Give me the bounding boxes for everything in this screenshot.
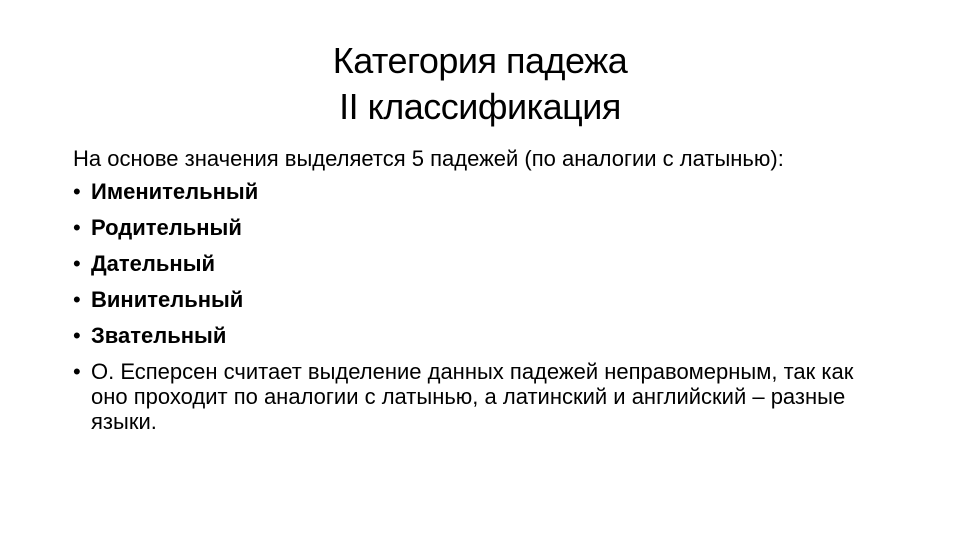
list-item-jespersen-note bbox=[73, 359, 893, 434]
list-item-genitive bbox=[73, 215, 893, 240]
title-line-2: II классификация bbox=[339, 86, 621, 127]
slide-body bbox=[73, 146, 893, 445]
bullet-icon: • bbox=[73, 287, 81, 312]
bullet-icon: • bbox=[73, 215, 81, 240]
bullet-icon: • bbox=[73, 323, 81, 348]
list-item-nominative bbox=[73, 179, 893, 204]
list-item-accusative bbox=[73, 287, 893, 312]
slide-title bbox=[0, 38, 960, 130]
bullet-icon: • bbox=[73, 251, 81, 276]
list-item-label: Дательный bbox=[91, 251, 216, 276]
list-item-vocative bbox=[73, 323, 893, 348]
bullet-icon: • bbox=[73, 179, 81, 204]
case-list bbox=[73, 179, 893, 434]
title-line-1: Категория падежа bbox=[332, 40, 628, 81]
list-item-dative bbox=[73, 251, 893, 276]
list-item-label: Звательный bbox=[91, 323, 227, 348]
list-item-label: О. Есперсен считает выделение данных падежей неправомерным, так как оно проходит по аналогии с латынью, а латинский и английский – разные языки. bbox=[91, 359, 854, 434]
list-item-label: Винительный bbox=[91, 287, 244, 312]
intro-text: На основе значения выделяется 5 падежей (по аналогии с латынью): bbox=[73, 146, 784, 171]
bullet-icon: • bbox=[73, 359, 81, 384]
list-item-label: Именительный bbox=[91, 179, 259, 204]
list-item-label: Родительный bbox=[91, 215, 242, 240]
